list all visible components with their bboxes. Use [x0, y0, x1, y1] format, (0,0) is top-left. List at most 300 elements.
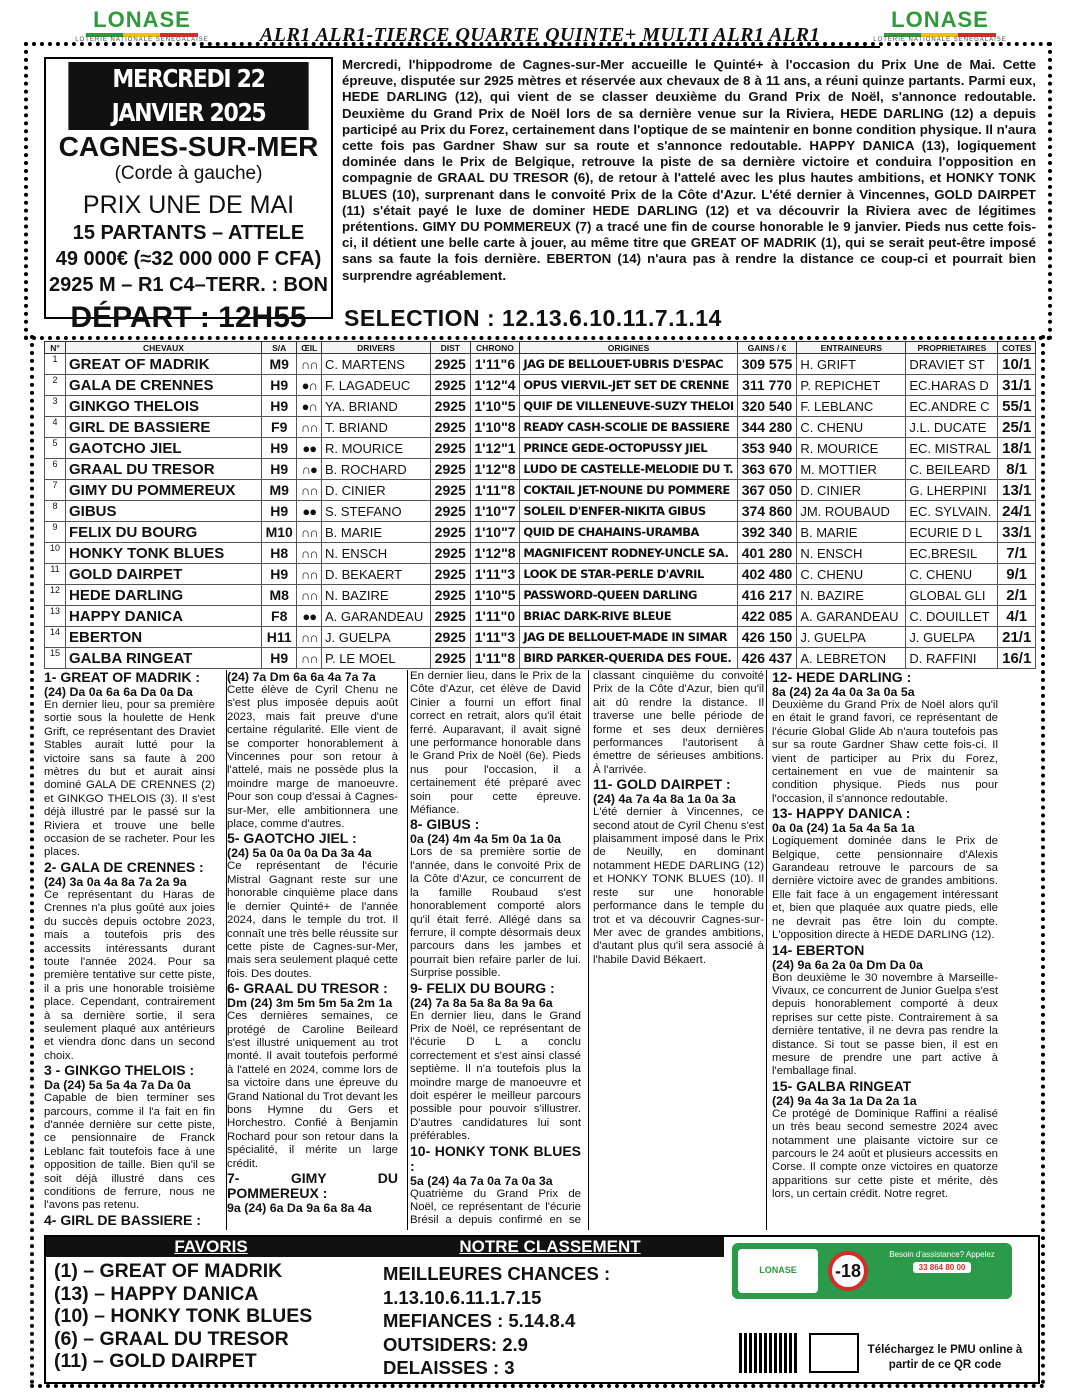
earnings: 311 770: [737, 375, 797, 396]
chrono: 1'11"3: [470, 564, 520, 585]
commentary-title: 15- GALBA RINGEAT: [772, 1077, 912, 1094]
assistance-phone: 33 864 80 00: [913, 1262, 972, 1273]
sex-age: H9: [262, 501, 297, 522]
commentary-title: 12- HEDE DARLING :: [772, 669, 912, 685]
earnings: 416 217: [737, 585, 797, 606]
commentary-text: Ce représentant de l'écurie Mistral Gagnant reste sur une honorable cinquième place dans le dernier Quinté+ de l'année 2024, dans le temple du trot. Il connaît une très belle réussite sur cette piste de Cagnes-sur-Mer, mais sera seulement plaqué cette fois. Des doutes.: [227, 860, 398, 980]
owner: EC.BRESIL: [906, 543, 998, 564]
blinkers-icon: ●●: [297, 438, 322, 459]
distance: 2925: [431, 438, 471, 459]
runner-number: 2: [45, 375, 66, 396]
table-row: [45, 585, 1036, 606]
outsiders: OUTSIDERS: 2.9: [383, 1333, 528, 1355]
table-row: [45, 522, 1036, 543]
commentary-text: Ce protégé de Dominique Raffini a réalisé un très beau second semestre 2024 avec notamment une plaisante victoire sur ce parcours le 24 août et plusieurs accessits en Corse. Il compte onze victoires en quatorze apparitions sur cette piste et mérite, dès lors, un certain crédit. Notre regret.: [772, 1107, 998, 1201]
runner-number: 1: [45, 354, 66, 375]
favori-item: (13) – HAPPY DANICA: [54, 1282, 259, 1305]
horse-name: HEDE DARLING: [66, 585, 262, 606]
rope-side: (Corde à gauche): [114, 163, 263, 184]
runner-number: 3: [45, 396, 66, 417]
runner-number: 14: [45, 627, 66, 648]
col-header: S/A: [262, 342, 297, 354]
commentary-title: 9- FELIX DU BOURG :: [410, 979, 555, 996]
sex-age: M10: [262, 522, 297, 543]
classement-list: [383, 1262, 610, 1380]
driver: F. LAGADEUC: [321, 375, 430, 396]
chances-values: 1.13.10.6.11.1.7.15: [383, 1286, 542, 1308]
chrono: 1'12"1: [470, 438, 520, 459]
col-header: COTES: [998, 342, 1036, 354]
commentary-form: (24) Da 0a 6a 6a Da 0a Da: [44, 685, 193, 699]
col-header: PROPRIETAIRES: [906, 342, 998, 354]
commentary-form: (24) 9a 4a 3a 1a Da 2a 1a: [772, 1093, 917, 1108]
col-header: ENTRAINEURS: [797, 342, 906, 354]
commentary-title: 1- GREAT OF MADRIK :: [44, 669, 201, 685]
distance: 2925: [431, 501, 471, 522]
delaisses: DELAISSES : 3: [383, 1357, 515, 1378]
bottom-border: [30, 1384, 1045, 1388]
mefiances: MEFIANCES : 5.14.8.4: [383, 1310, 576, 1331]
commentary-text: Bon deuxième le 30 novembre à Marseille-Vivaux, ce concurrent de Junior Guelpa s'est depuis honorablement comporté à deux reprises sur cette piste. Contrairement à sa dernière tentative, il ne devra pas rendre la distance. Si tout se passe bien, il est en mesure de prendre une part active à l'emballage final.: [772, 971, 998, 1078]
trainer: N. ENSCH: [797, 543, 906, 564]
earnings: 367 050: [737, 480, 797, 501]
odds: 21/1: [998, 627, 1036, 648]
commentary-title: 7- GIMY DU POMMEREUX :: [227, 1170, 398, 1201]
origins: JAG DE BELLOUET-MADE IN SIMAR: [520, 627, 737, 648]
partants: 15 PARTANTS – ATTELE: [72, 222, 305, 244]
odds: 4/1: [998, 606, 1036, 627]
table-row: [45, 564, 1036, 585]
commentary-text: Quatrième du Grand Prix de Noël, ce représentant de l'écurie Brésil a depuis confirmé en se classant cinquième du convoité Prix de la Côte d'Azur, bien qu'il ait dû rendre la distance. Il traverse une belle période de forme et ses deux dernières performances l'autorisent à émettre de sérieuses ambitions. À l'arrivée.: [410, 670, 764, 1227]
driver: B. MARIE: [321, 522, 430, 543]
blinkers-icon: ●∩: [297, 375, 322, 396]
chrono: 1'10"7: [470, 501, 520, 522]
favori-item: (11) – GOLD DAIRPET: [54, 1350, 257, 1373]
chrono: 1'12"8: [470, 459, 520, 480]
trainer: M. MOTTIER: [797, 459, 906, 480]
driver: N. ENSCH: [321, 543, 430, 564]
owner: EC.HARAS D: [906, 375, 998, 396]
commentary-text: L'été dernier à Vincennes, ce second atout de Cyril Chenu s'est plaisamment imposé dans le Prix de Neuilly, en dominant notamment HEDE DARLING (12) et HONKY TONK BLUES (10). Il reste sur une honorable performance dans le temple du trot et va découvrir Cagnes-sur-Mer avec de grandes ambitions, d'autant plus qu'il sera associé à l'habile David Békaert.: [593, 806, 764, 966]
blinkers-icon: ∩∩: [297, 543, 322, 564]
runner-number: 5: [45, 438, 66, 459]
sex-age: H9: [262, 396, 297, 417]
commentary-form: 8a (24) 2a 4a 0a 3a 0a 5a: [772, 685, 915, 699]
sex-age: H8: [262, 543, 297, 564]
earnings: 422 085: [737, 606, 797, 627]
odds: 2/1: [998, 585, 1036, 606]
distance: 2925: [431, 522, 471, 543]
lonase-logo-right: LONASE LOTERIE NATIONALE SENEGALAISE: [873, 7, 1007, 43]
blinkers-icon: ∩∩: [297, 354, 322, 375]
commentary-form: 0a 0a (24) 1a 5a 4a 5a 1a: [772, 821, 915, 836]
favori-item: (10) – HONKY TONK BLUES: [54, 1305, 313, 1328]
driver: YA. BRIAND: [321, 396, 430, 417]
selection: SELECTION : 12.13.6.10.11.7.1.14: [344, 305, 722, 331]
distance: 2925: [431, 606, 471, 627]
driver: B. ROCHARD: [321, 459, 430, 480]
horse-commentary: [593, 777, 764, 967]
table-row: [45, 354, 1036, 375]
sex-age: H11: [262, 627, 297, 648]
earnings: 426 437: [737, 648, 797, 669]
table-row: [45, 543, 1036, 564]
commentary-title: 6- GRAAL DU TRESOR :: [227, 980, 388, 997]
blinkers-icon: ●∩: [297, 396, 322, 417]
table-header-row: [45, 342, 1036, 354]
commentary-text: Deuxième du Grand Prix de Noël alors qu'il en était le grand favori, ce représentant de l'écurie Global Glide Ab n'aura toutefois pas sur sa route Gardner Shaw cette fois-ci. Il vient de participer au Prix du Forez, certainement en vue de maintenir sa condition physique. Pieds nus pour l'occasion, il s'annonce redoutable.: [772, 699, 998, 805]
horse-name: EBERTON: [66, 627, 262, 648]
origins: OPUS VIERVIL-JET SET DE CRENNE: [520, 375, 737, 396]
table-row: [45, 375, 1036, 396]
owner: EC. MISTRAL: [906, 438, 998, 459]
runner-number: 8: [45, 501, 66, 522]
commentary-text: Cette élève de Cyril Chenu ne s'est plus imposée depuis août 2023, mais fait preuve d'une certaine régularité. Elle vient de se comporter honorablement à Vincennes pour son retour à l'attelé, mais ne possède plus la moindre marge de manoeuvre. Pour son coup d'essai à Cagnes-sur-Mer, elle ambitionnera une place, comme d'autres.: [227, 684, 398, 831]
col-header: CHRONO: [470, 342, 520, 354]
commentary-title: 3 - GINKGO THELOIS :: [44, 1062, 195, 1079]
earnings: 344 280: [737, 417, 797, 438]
owner: C. DOUILLET: [906, 606, 998, 627]
commentary-title: 8- GIBUS :: [410, 816, 480, 833]
driver: C. MARTENS: [321, 354, 430, 375]
commentary-form: (24) 7a 8a 5a 8a 8a 9a 6a: [410, 995, 553, 1010]
commentary-text: En dernier lieu, dans le Grand Prix de Noël, ce représentant de l'écurie D L a conclu correctement et s'est ainsi classé septième. Il n'a toutefois plus la moindre marge de manoeuvre et doit espérer le meilleur parcours possible pour pouvoir s'illustrer. D'autres candidatures lui sont préférables.: [410, 1009, 581, 1143]
odds: 25/1: [998, 417, 1036, 438]
table-row: [45, 396, 1036, 417]
commentaries-last-column: [772, 670, 998, 1202]
distance: 2925: [431, 627, 471, 648]
distance: 2925: [431, 648, 471, 669]
sex-age: H9: [262, 648, 297, 669]
download-text: Téléchargez le PMU online à partir de ce QR code: [867, 1344, 1023, 1371]
col-header: GAINS / €: [737, 342, 797, 354]
distance: 2925: [431, 417, 471, 438]
trainer: C. CHENU: [797, 417, 906, 438]
origins: BIRD PARKER-QUERIDA DES FOUE.: [520, 648, 737, 669]
origins: LUDO DE CASTELLE-MELODIE DU T.: [520, 459, 737, 480]
sex-age: H9: [262, 375, 297, 396]
trainer: B. MARIE: [797, 522, 906, 543]
blinkers-icon: ∩●: [297, 459, 322, 480]
commentary-text: Ce représentant du Haras de Crennes n'a plus goûté aux joies du succès depuis octobre 2023, mais a toutefois pris des accessits intéressants durant toute l'année 2024. Pour sa première tentative sur cette piste, il a pris une honorable troisième place. Cependant, contrairement à sa dernière sortie, il sera seulement plaqué aux antérieurs et viendra donc dans un second choix.: [44, 888, 215, 1062]
chrono: 1'10"5: [470, 396, 520, 417]
horse-name: HAPPY DANICA: [66, 606, 262, 627]
commentary-form: Dm (24) 3m 5m 5m 5a 2m 1a: [227, 996, 393, 1011]
horse-commentary: [772, 943, 998, 1079]
sex-age: M9: [262, 480, 297, 501]
owner: C. CHENU: [906, 564, 998, 585]
commentary-form: Da (24) 5a 5a 4a 7a Da 0a: [44, 1078, 191, 1093]
trainer: R. MOURICE: [797, 438, 906, 459]
commentary-text: En dernier lieu, pour sa première sortie sous la houlette de Henk Grift, ce représentant des Draviet Stables aurait lutté pour la victoire sans sa faute à 200 mètres du but et aurait ainsi dominé GALA DE CRENNES (2) et GINKGO THELOIS (3). Il s'est déjà illustré par le passé sur la Riviera et trouve une belle occasion de se racheter. Pour les places.: [44, 699, 215, 859]
commentary-text: Logiquement dominée dans le Prix de Belgique, cette pensionnaire d'Alexis Garandeau retrouve le parcours de sa dernière victoire avec de grandes ambitions. Elle fait face à un engagement intéressant et, bien que plaquée aux quatre pieds, elle ne devrait pas être loin du compte. L'opposition directe à HEDE DARLING (12).: [772, 835, 998, 942]
commentary-title: 10- HONKY TONK BLUES :: [410, 1142, 581, 1174]
age-restriction-icon: -18: [828, 1251, 868, 1291]
distance: 2925: [431, 459, 471, 480]
horse-name: GALA DE CRENNES: [66, 375, 262, 396]
trainer: N. BAZIRE: [797, 585, 906, 606]
distance: 2925: [431, 375, 471, 396]
distance: 2925: [431, 564, 471, 585]
distance: 2925: [431, 354, 471, 375]
chrono: 1'11"6: [470, 354, 520, 375]
trainer: D. CINIER: [797, 480, 906, 501]
column-rule: [766, 670, 767, 1230]
favoris-heading: FAVORIS: [46, 1237, 376, 1257]
qr-code-icon-2[interactable]: [809, 1333, 859, 1373]
blinkers-icon: ∩∩: [297, 627, 322, 648]
commentary-form: 9a (24) 6a Da 9a 6a 8a 4a: [227, 1201, 372, 1215]
sex-age: M9: [262, 354, 297, 375]
commentaries-columns: [44, 670, 764, 1230]
odds: 55/1: [998, 396, 1036, 417]
runner-number: 10: [45, 543, 66, 564]
earnings: 392 340: [737, 522, 797, 543]
runner-number: 9: [45, 522, 66, 543]
origins: PASSWORD-QUEEN DARLING: [520, 585, 737, 606]
driver: D. BEKAERT: [321, 564, 430, 585]
distance: 2925: [431, 585, 471, 606]
origins: QUID DE CHAHAINS-URAMBA: [520, 522, 737, 543]
table-row: [45, 480, 1036, 501]
left-border: [30, 335, 34, 1385]
driver: P. LE MOEL: [321, 648, 430, 669]
trainer: JM. ROUBAUD: [797, 501, 906, 522]
owner: D. RAFFINI: [906, 648, 998, 669]
sex-age: M8: [262, 585, 297, 606]
responsible-gaming-banner: [732, 1243, 1012, 1299]
driver: N. BAZIRE: [321, 585, 430, 606]
chrono: 1'10"7: [470, 522, 520, 543]
prix-name: PRIX UNE DE MAI: [82, 191, 295, 219]
sex-age: F9: [262, 417, 297, 438]
blinkers-icon: ●●: [297, 501, 322, 522]
earnings: 320 540: [737, 396, 797, 417]
origins: QUIF DE VILLENEUVE-SUZY THELOI: [520, 396, 737, 417]
odds: 9/1: [998, 564, 1036, 585]
chrono: 1'11"3: [470, 627, 520, 648]
favori-item: (6) – GRAAL DU TRESOR: [54, 1327, 289, 1350]
commentary-title: 5- GAOTCHO JIEL :: [227, 830, 357, 847]
chrono: 1'10"5: [470, 585, 520, 606]
course-details: 2925 M – R1 C4–TERR. : BON: [49, 274, 328, 296]
trainer: J. GUELPA: [797, 627, 906, 648]
departure-time: DÉPART : 12H55: [70, 301, 307, 334]
trainer: F. LEBLANC: [797, 396, 906, 417]
driver: R. MOURICE: [321, 438, 430, 459]
earnings: 363 670: [737, 459, 797, 480]
runner-number: 11: [45, 564, 66, 585]
owner: GLOBAL GLI: [906, 585, 998, 606]
race-info-box: [44, 57, 333, 334]
odds: 33/1: [998, 522, 1036, 543]
commentary-form: (24) 4a 7a 4a 8a 1a 0a 3a: [593, 792, 736, 807]
trainer: A. LEBRETON: [797, 648, 906, 669]
horse-name: GAOTCHO JIEL: [66, 438, 262, 459]
horse-name: GIRL DE BASSIERE: [66, 417, 262, 438]
horse-name: GINKGO THELOIS: [66, 396, 262, 417]
runner-number: 7: [45, 480, 66, 501]
owner: EC. SYLVAIN.: [906, 501, 998, 522]
earnings: 309 575: [737, 354, 797, 375]
commentary-form: (24) 9a 6a 2a 0a Dm Da 0a: [772, 957, 923, 972]
blinkers-icon: ∩∩: [297, 480, 322, 501]
horse-name: GOLD DAIRPET: [66, 564, 262, 585]
driver: A. GARANDEAU: [321, 606, 430, 627]
commentary-title: 2- GALA DE CRENNES :: [44, 858, 204, 875]
commentary-text: Ces dernières semaines, ce protégé de Caroline Beileard s'est illustré uniquement au trot monté. Il avait toutefois performé à l'attelé en 2024, comme lors de sa victoire dans une épreuve du Grand National du Trot devant les bons Hymne du Gers et Horchestro. Confié à Benjamin Rochard pour son retour dans la spécialité, il mérite un large crédit.: [227, 1010, 398, 1170]
earnings: 353 940: [737, 438, 797, 459]
distance: 2925: [431, 396, 471, 417]
horse-commentary: [772, 806, 998, 942]
commentary-title: 11- GOLD DAIRPET :: [593, 776, 731, 793]
trainer: A. GARANDEAU: [797, 606, 906, 627]
col-header: CHEVAUX: [66, 342, 262, 354]
qr-code-icon[interactable]: [739, 1333, 799, 1373]
favoris-list: [54, 1260, 312, 1373]
origins: PRINCE GEDE-OCTOPUSSY JIEL: [520, 438, 737, 459]
blinkers-icon: ∩∩: [297, 522, 322, 543]
horse-commentary: [44, 860, 215, 1063]
sex-age: F8: [262, 606, 297, 627]
owner: J.L. DUCATE: [906, 417, 998, 438]
chances-label: MEILLEURES CHANCES :: [383, 1263, 611, 1284]
trainer: H. GRIFT: [797, 354, 906, 375]
trainer: P. REPICHET: [797, 375, 906, 396]
assistance-text: Besoin d'assistance? Appelez 33 864 80 00: [889, 1250, 995, 1272]
commentary-title: 4- GIRL DE BASSIERE :: [44, 1211, 201, 1228]
origins: READY CASH-SCOLIE DE BASSIERE: [520, 417, 737, 438]
summary-box: [44, 1235, 1040, 1384]
race-date: MERCREDI 22 JANVIER 2025: [68, 62, 308, 130]
sex-age: H9: [262, 564, 297, 585]
runners-table: [44, 341, 1036, 669]
blinkers-icon: ∩∩: [297, 417, 322, 438]
blinkers-icon: ∩∩: [297, 564, 322, 585]
runner-number: 4: [45, 417, 66, 438]
chrono: 1'11"0: [470, 606, 520, 627]
owner: G. LHERPINI: [906, 480, 998, 501]
right-border: [1041, 335, 1045, 1385]
table-row: [45, 501, 1036, 522]
origins: LOOK DE STAR-PERLE D'AVRIL: [520, 564, 737, 585]
runner-number: 13: [45, 606, 66, 627]
blinkers-icon: ∩∩: [297, 585, 322, 606]
horse-commentary: [227, 831, 398, 981]
chrono: 1'12"4: [470, 375, 520, 396]
commentary-form: 5a (24) 4a 7a 0a 7a 0a 3a: [410, 1173, 553, 1188]
horse-name: GALBA RINGEAT: [66, 648, 262, 669]
origins: SOLEIL D'ENFER-NIKITA GIBUS: [520, 501, 737, 522]
earnings: 402 480: [737, 564, 797, 585]
horse-commentary: [410, 981, 581, 1144]
earnings: 401 280: [737, 543, 797, 564]
origins: BRIAC DARK-RIVE BLEUE: [520, 606, 737, 627]
odds: 16/1: [998, 648, 1036, 669]
col-header: ORIGINES: [520, 342, 737, 354]
odds: 8/1: [998, 459, 1036, 480]
runner-number: 6: [45, 459, 66, 480]
horse-name: HONKY TONK BLUES: [66, 543, 262, 564]
horse-name: FELIX DU BOURG: [66, 522, 262, 543]
blinkers-icon: ∩∩: [297, 648, 322, 669]
commentary-form: (24) 5a 0a 0a 0a Da 3a 4a: [227, 846, 372, 861]
chrono: 1'10"8: [470, 417, 520, 438]
runner-number: 12: [45, 585, 66, 606]
commentary-form: 0a (24) 4m 4a 5m 0a 1a 0a: [410, 832, 561, 847]
odds: 10/1: [998, 354, 1036, 375]
commentary-text: Capable de bien terminer ses parcours, comme il l'a fait en fin d'année dernière sur cette piste, ce pensionnaire de Franck Leblanc fait toutefois face à une opposition de taille. Bien qu'il se soit déjà illustré dans ces conditions de ferrure, nous ne l'avons pas retenu.: [44, 1092, 215, 1212]
table-row: [45, 459, 1036, 480]
driver: S. STEFANO: [321, 501, 430, 522]
earnings: 426 150: [737, 627, 797, 648]
owner: C. BEILEARD: [906, 459, 998, 480]
odds: 7/1: [998, 543, 1036, 564]
table-row: [45, 606, 1036, 627]
commentary-title: 14- EBERTON: [772, 941, 865, 958]
commentary-form: (24) 7a Dm 6a 6a 4a 7a 7a: [227, 670, 376, 684]
horse-name: GIMY DU POMMEREUX: [66, 480, 262, 501]
col-header: ŒIL: [297, 342, 322, 354]
distance: 2925: [431, 543, 471, 564]
commentary-form: (24) 3a 0a 4a 8a 7a 2a 9a: [44, 874, 187, 889]
trainer: C. CHENU: [797, 564, 906, 585]
chrono: 1'12"8: [470, 543, 520, 564]
sex-age: H9: [262, 459, 297, 480]
commentary-text: En dernier lieu, dans le Prix de la Côte d'Azur, cet élève de David Cinier a fourni un effort final correct en retrait, alors qu'il était ferré. Auparavant, il avait signé une performance honorable dans le Grand Prix de Noël (6e). Pieds nus pour l'occasion, il a certainement été préparé avec soin pour cette épreuve. Méfiance.: [410, 670, 581, 817]
horse-commentary: [410, 817, 581, 980]
col-header: DIST: [431, 342, 471, 354]
odds: 18/1: [998, 438, 1036, 459]
owner: ECURIE D L: [906, 522, 998, 543]
table-row: [45, 627, 1036, 648]
bet-types-title: ALR1 ALR1-TIERCE QUARTE QUINTE+ MULTI ALR1 ALR1: [200, 24, 880, 48]
horse-commentary: [227, 981, 398, 1171]
owner: J. GUELPA: [906, 627, 998, 648]
chrono: 1'11"8: [470, 648, 520, 669]
col-header: N°: [45, 342, 66, 354]
driver: D. CINIER: [321, 480, 430, 501]
horse-name: GIBUS: [66, 501, 262, 522]
col-header: DRIVERS: [321, 342, 430, 354]
driver: T. BRIAND: [321, 417, 430, 438]
horse-commentary: [44, 670, 215, 860]
horse-commentary: [772, 1079, 998, 1202]
origins: JAG DE BELLOUET-UBRIS D'ESPAC: [520, 354, 737, 375]
horse-name: GRAAL DU TRESOR: [66, 459, 262, 480]
table-row: [45, 648, 1036, 669]
earnings: 374 860: [737, 501, 797, 522]
commentary-title: 13- HAPPY DANICA :: [772, 805, 911, 822]
blinkers-icon: ●●: [297, 606, 322, 627]
chrono: 1'11"8: [470, 480, 520, 501]
odds: 24/1: [998, 501, 1036, 522]
owner: DRAVIET ST: [906, 354, 998, 375]
driver: J. GUELPA: [321, 627, 430, 648]
race-presentation: Mercredi, l'hippodrome de Cagnes-sur-Mer accueille le Quinté+ à l'occasion du Prix Une de Mai. Cette épreuve, disputée sur 2925 mètres et réservée aux chevaux de 8 à 11 ans, a réuni quinze partants. Parmi eux, HEDE DARLING (12), qui vient de se classer deuxième du Grand Prix de Noël, s'annonce redoutable. Deuxième du Grand Prix de Noël lors de sa dernière venue sur la Riviera, HEDE DARLING (12) a depuis participé au Prix du Forez, certainement dans l'optique de se maintenir en bonne condition physique. Il n'aura cette fois pas Gardner Shaw sur sa route et s'annonce redoutable. HAPPY DANICA (13), logiquement dominée dans le Prix de Belgique, retrouve la piste de sa dernière victoire et conduira l'opposition en compagnie de GRAAL DU TRESOR (6), de retour à l'attelé avec les plus hautes ambitions, et HONKY TONK BLUES (10), surprenant dans le convoité Prix de la Côte d'Azur. L'été dernier à Vincennes, GOLD DAIRPET (11) s'était payé le luxe de dominer HEDE DARLING (12) et va découvrir la Riviera avec de légitimes prétentions. GIMY DU POMMEREUX (7) a tracé une fin de course honorable le 9 janvier. Pieds nus cette fois-ci, il détient une belle carte à jouer, au même titre que GREAT OF MADRIK (1), qui se serait peut-être imposé sans sa faute la fois dernière. EBERTON (14) n'aura pas à rendre la distance ce coup-ci et pourrait bien surprendre agréablement.: [342, 57, 1036, 283]
lonase-badge: LONASE: [738, 1249, 818, 1293]
origins: MAGNIFICENT RODNEY-UNCLE SA.: [520, 543, 737, 564]
race-city: CAGNES-SUR-MER: [58, 131, 319, 162]
favori-item: (1) – GREAT OF MADRIK: [54, 1260, 283, 1282]
odds: 13/1: [998, 480, 1036, 501]
lonase-logo-left: LONASE LOTERIE NATIONALE SENEGALAISE: [75, 7, 209, 43]
distance: 2925: [431, 480, 471, 501]
table-row: [45, 417, 1036, 438]
horse-commentary: [44, 1063, 215, 1213]
origins: COKTAIL JET-NOUNE DU POMMERE: [520, 480, 737, 501]
sex-age: H9: [262, 438, 297, 459]
